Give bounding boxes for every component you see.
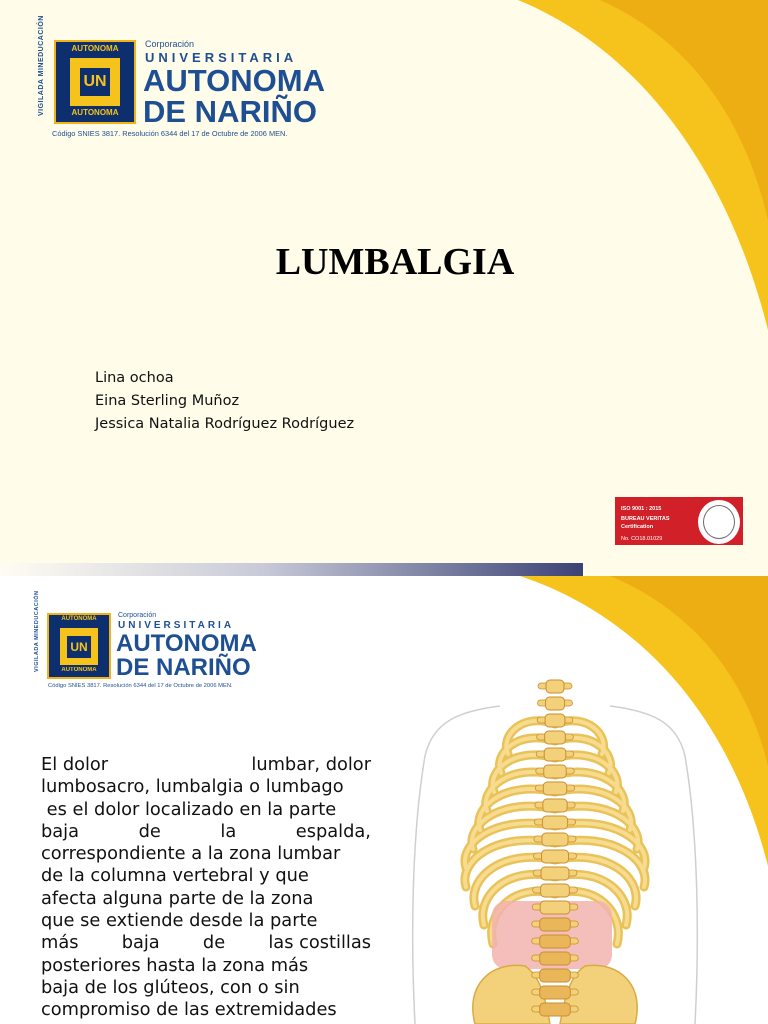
vertebra xyxy=(542,833,568,846)
text-word: El dolor xyxy=(41,754,109,775)
text-line xyxy=(41,865,371,887)
emblem-top-text: AUTONOMA xyxy=(71,44,119,53)
logo-universitaria: UNIVERSITARIA xyxy=(145,50,298,65)
logo-emblem xyxy=(54,40,136,124)
emblem-monogram: UN xyxy=(80,68,110,96)
text-word: espalda, xyxy=(295,820,371,842)
text-line xyxy=(41,977,371,999)
vertebra xyxy=(540,918,571,931)
text-line xyxy=(41,799,371,821)
vertebra xyxy=(540,969,571,982)
emblem-monogram: UN xyxy=(67,636,91,658)
text-word: lumbosacro, lumbalgia o lumbago xyxy=(41,776,344,798)
text-word: de xyxy=(202,932,226,954)
text-word: la xyxy=(220,820,237,842)
spine-illustration xyxy=(405,676,705,1024)
text-word: más xyxy=(41,932,79,954)
logo-emblem xyxy=(47,613,111,679)
text-word: las costillas xyxy=(268,932,371,954)
text-line xyxy=(41,776,371,798)
vertebra xyxy=(541,867,569,880)
vertebra xyxy=(544,765,567,778)
vertebra xyxy=(541,884,570,897)
logo-universitaria: UNIVERSITARIA xyxy=(118,620,235,631)
vertebra xyxy=(540,986,571,999)
text-word: de la columna vertebral y que xyxy=(41,865,309,887)
author-item: Jessica Natalia Rodríguez Rodríguez xyxy=(95,416,355,432)
emblem-inner xyxy=(68,56,122,108)
text-word: compromiso de las extremidades xyxy=(41,999,337,1021)
text-word: lumbar, dolor xyxy=(251,754,371,775)
text-word: baja xyxy=(121,932,160,954)
text-line xyxy=(41,932,371,954)
text-word: baja de los glúteos, con o sin xyxy=(41,976,300,998)
logo-vertical-text: VIGILADA MINEDUCACIÓN xyxy=(34,590,40,672)
logo-line-1: AUTONOMA xyxy=(143,63,325,98)
iso-cert-label: Certification xyxy=(621,524,654,530)
emblem-inner xyxy=(58,626,100,667)
vertebra xyxy=(540,901,570,914)
author-list xyxy=(95,367,354,436)
vertebra xyxy=(542,850,569,863)
logo-vertical-text: VIGILADA MINEDUCACIÓN xyxy=(38,15,45,116)
vertebra xyxy=(542,816,567,829)
university-logo xyxy=(38,15,358,146)
text-line xyxy=(41,999,371,1021)
text-line xyxy=(41,843,371,865)
text-line xyxy=(41,821,371,843)
logo-corporacion: Corporación xyxy=(145,39,195,49)
text-word: correspondiente a la zona lumbar xyxy=(41,843,341,865)
vertebra xyxy=(540,1003,571,1016)
text-line xyxy=(41,955,371,977)
author-item: Lina ochoa xyxy=(95,370,174,386)
university-logo xyxy=(34,590,284,695)
emblem-bottom-text: AUTONOMA xyxy=(61,667,97,673)
text-word: de xyxy=(138,820,161,842)
text-word: baja xyxy=(41,820,80,842)
emblem-bottom-text: AUTONOMA xyxy=(71,108,119,117)
text-word: que se extiende desde la parte xyxy=(41,910,318,932)
text-word: afecta alguna parte de la zona xyxy=(41,887,314,909)
logo-line-2: DE NARIÑO xyxy=(116,654,251,681)
slide-divider-bar xyxy=(0,563,583,576)
logo-snies: Código SNIES 3817. Resolución 6344 del 17 de Octubre de 2006 MEN. xyxy=(48,683,233,689)
author-item: Eina Sterling Muñoz xyxy=(95,393,240,409)
iso-standard: ISO 9001 : 2015 xyxy=(621,506,662,512)
vertebra xyxy=(540,935,571,948)
logo-line-1: AUTONOMA xyxy=(116,630,257,657)
logo-line-2: DE NARIÑO xyxy=(143,94,317,129)
vertebra xyxy=(544,748,566,761)
text-line xyxy=(41,910,371,932)
logo-corporacion: Corporación xyxy=(118,612,157,619)
slide-title: LUMBALGIA xyxy=(275,241,515,283)
content-slide xyxy=(0,576,768,1024)
vertebra xyxy=(545,731,566,744)
logo-snies: Código SNIES 3817. Resolución 6344 del 17 de Octubre de 2006 MEN. xyxy=(52,129,288,138)
vertebra xyxy=(543,799,567,812)
definition-paragraph xyxy=(41,754,371,1022)
vertebra xyxy=(540,952,571,965)
iso-number: No. CO18.01029 xyxy=(621,536,663,542)
bureau-veritas-seal xyxy=(697,499,741,545)
text-line xyxy=(41,754,371,776)
text-word: es el dolor localizado en la parte xyxy=(41,798,337,820)
spine-anatomy-image xyxy=(405,676,705,1024)
vertebra xyxy=(546,697,565,710)
text-word: posteriores hasta la zona más xyxy=(41,954,309,976)
text-line xyxy=(41,888,371,910)
vertebra xyxy=(546,680,564,693)
iso-issuer: BUREAU VERITAS xyxy=(621,516,670,522)
vertebra xyxy=(545,714,565,727)
vertebra xyxy=(543,782,566,795)
emblem-top-text: AUTONOMA xyxy=(61,616,97,622)
iso-certification-badge xyxy=(615,497,743,545)
